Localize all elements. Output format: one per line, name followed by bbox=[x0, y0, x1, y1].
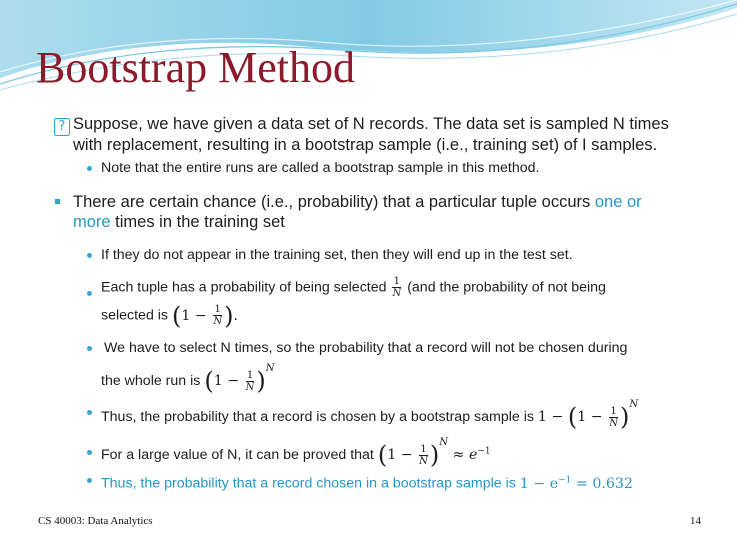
sub-bullet-dot bbox=[87, 291, 92, 296]
expr-limit-approx-e-inv: (1 − $\frac{1}{N}$ )$^N \approx e^{-1}$ bbox=[377, 437, 491, 469]
slide-title: Bootstrap Method bbox=[36, 43, 355, 92]
footer-page-number: 14 bbox=[690, 515, 701, 527]
sub-bullet-dot bbox=[87, 410, 92, 415]
sub-bullet-dot bbox=[87, 253, 92, 258]
sub-bullet-dot bbox=[87, 166, 92, 171]
sub-bullet-large-n bbox=[101, 434, 491, 467]
prob-selected-text: Each tuple has a probability of being selected bbox=[101, 279, 387, 296]
sub-bullet-selected-is bbox=[101, 301, 238, 330]
expr-one-minus-one-over-n-pow-n: (1 − $\frac{1}{N}$ )$^N$ bbox=[204, 363, 275, 395]
sub-bullet-prob-selected bbox=[101, 276, 606, 299]
sub-bullet-not-in-training: If they do not appear in the training set, then they will end up in the test set. bbox=[101, 247, 573, 263]
sub-bullet-dot bbox=[87, 450, 92, 455]
bullet-2-line-1 bbox=[73, 192, 642, 212]
missing-glyph-icon: ? bbox=[54, 118, 70, 136]
footer-course: CS 40003: Data Analytics bbox=[38, 515, 153, 527]
large-n-text: For a large value of N, it can be proved that bbox=[101, 447, 374, 463]
expr-one-minus-one-over-n: (1 − $\frac{1}{N}$ ). bbox=[171, 301, 238, 330]
sub-bullet-dot bbox=[87, 478, 92, 483]
bullet-1-sub-1: Note that the entire runs are called a bootstrap sample in this method. bbox=[101, 160, 540, 176]
bullet-1-line-1: Suppose, we have given a data set of N records. The data set is sampled N times bbox=[73, 115, 669, 133]
bullet-2-text-b: times in the training set bbox=[110, 213, 285, 231]
sub-bullet-whole-run bbox=[101, 360, 275, 393]
bullet-2-highlight-b: more bbox=[73, 213, 111, 231]
bullet-2-highlight-a: one or bbox=[594, 193, 642, 211]
sub-bullet-select-n-times: We have to select N times, so the probability that a record will not be chosen during bbox=[104, 340, 628, 356]
expr-one-minus-paren-pow-n: 1 − (1 − $\frac{1}{N}$ )$^N$ bbox=[537, 399, 639, 431]
prob-not-selected-text: (and the probability of not being bbox=[407, 279, 606, 296]
whole-run-text: the whole run is bbox=[101, 373, 201, 389]
square-bullet-icon bbox=[55, 199, 60, 204]
sub-bullet-chosen-by-bootstrap bbox=[101, 396, 638, 429]
expr-one-minus-e-inv-value: $1 - e^{-1} = 0.632$ bbox=[519, 475, 633, 492]
fraction-one-over-n: $\frac{1}{N}$ bbox=[392, 276, 402, 299]
selected-is-text: selected is bbox=[101, 307, 169, 324]
final-probability-text: Thus, the probability that a record chosen in a bootstrap sample is bbox=[101, 475, 516, 492]
sub-bullet-dot bbox=[87, 346, 92, 351]
bullet-2-line-2 bbox=[73, 212, 285, 232]
chosen-by-bootstrap-text: Thus, the probability that a record is chosen by a bootstrap sample is bbox=[101, 409, 534, 425]
sub-bullet-final-probability bbox=[101, 471, 633, 493]
bullet-2-text-a: There are certain chance (i.e., probability) that a particular tuple occurs bbox=[73, 193, 595, 211]
bullet-1-line-2: with replacement, resulting in a bootstrap sample (i.e., training set) of I samples. bbox=[73, 136, 658, 154]
